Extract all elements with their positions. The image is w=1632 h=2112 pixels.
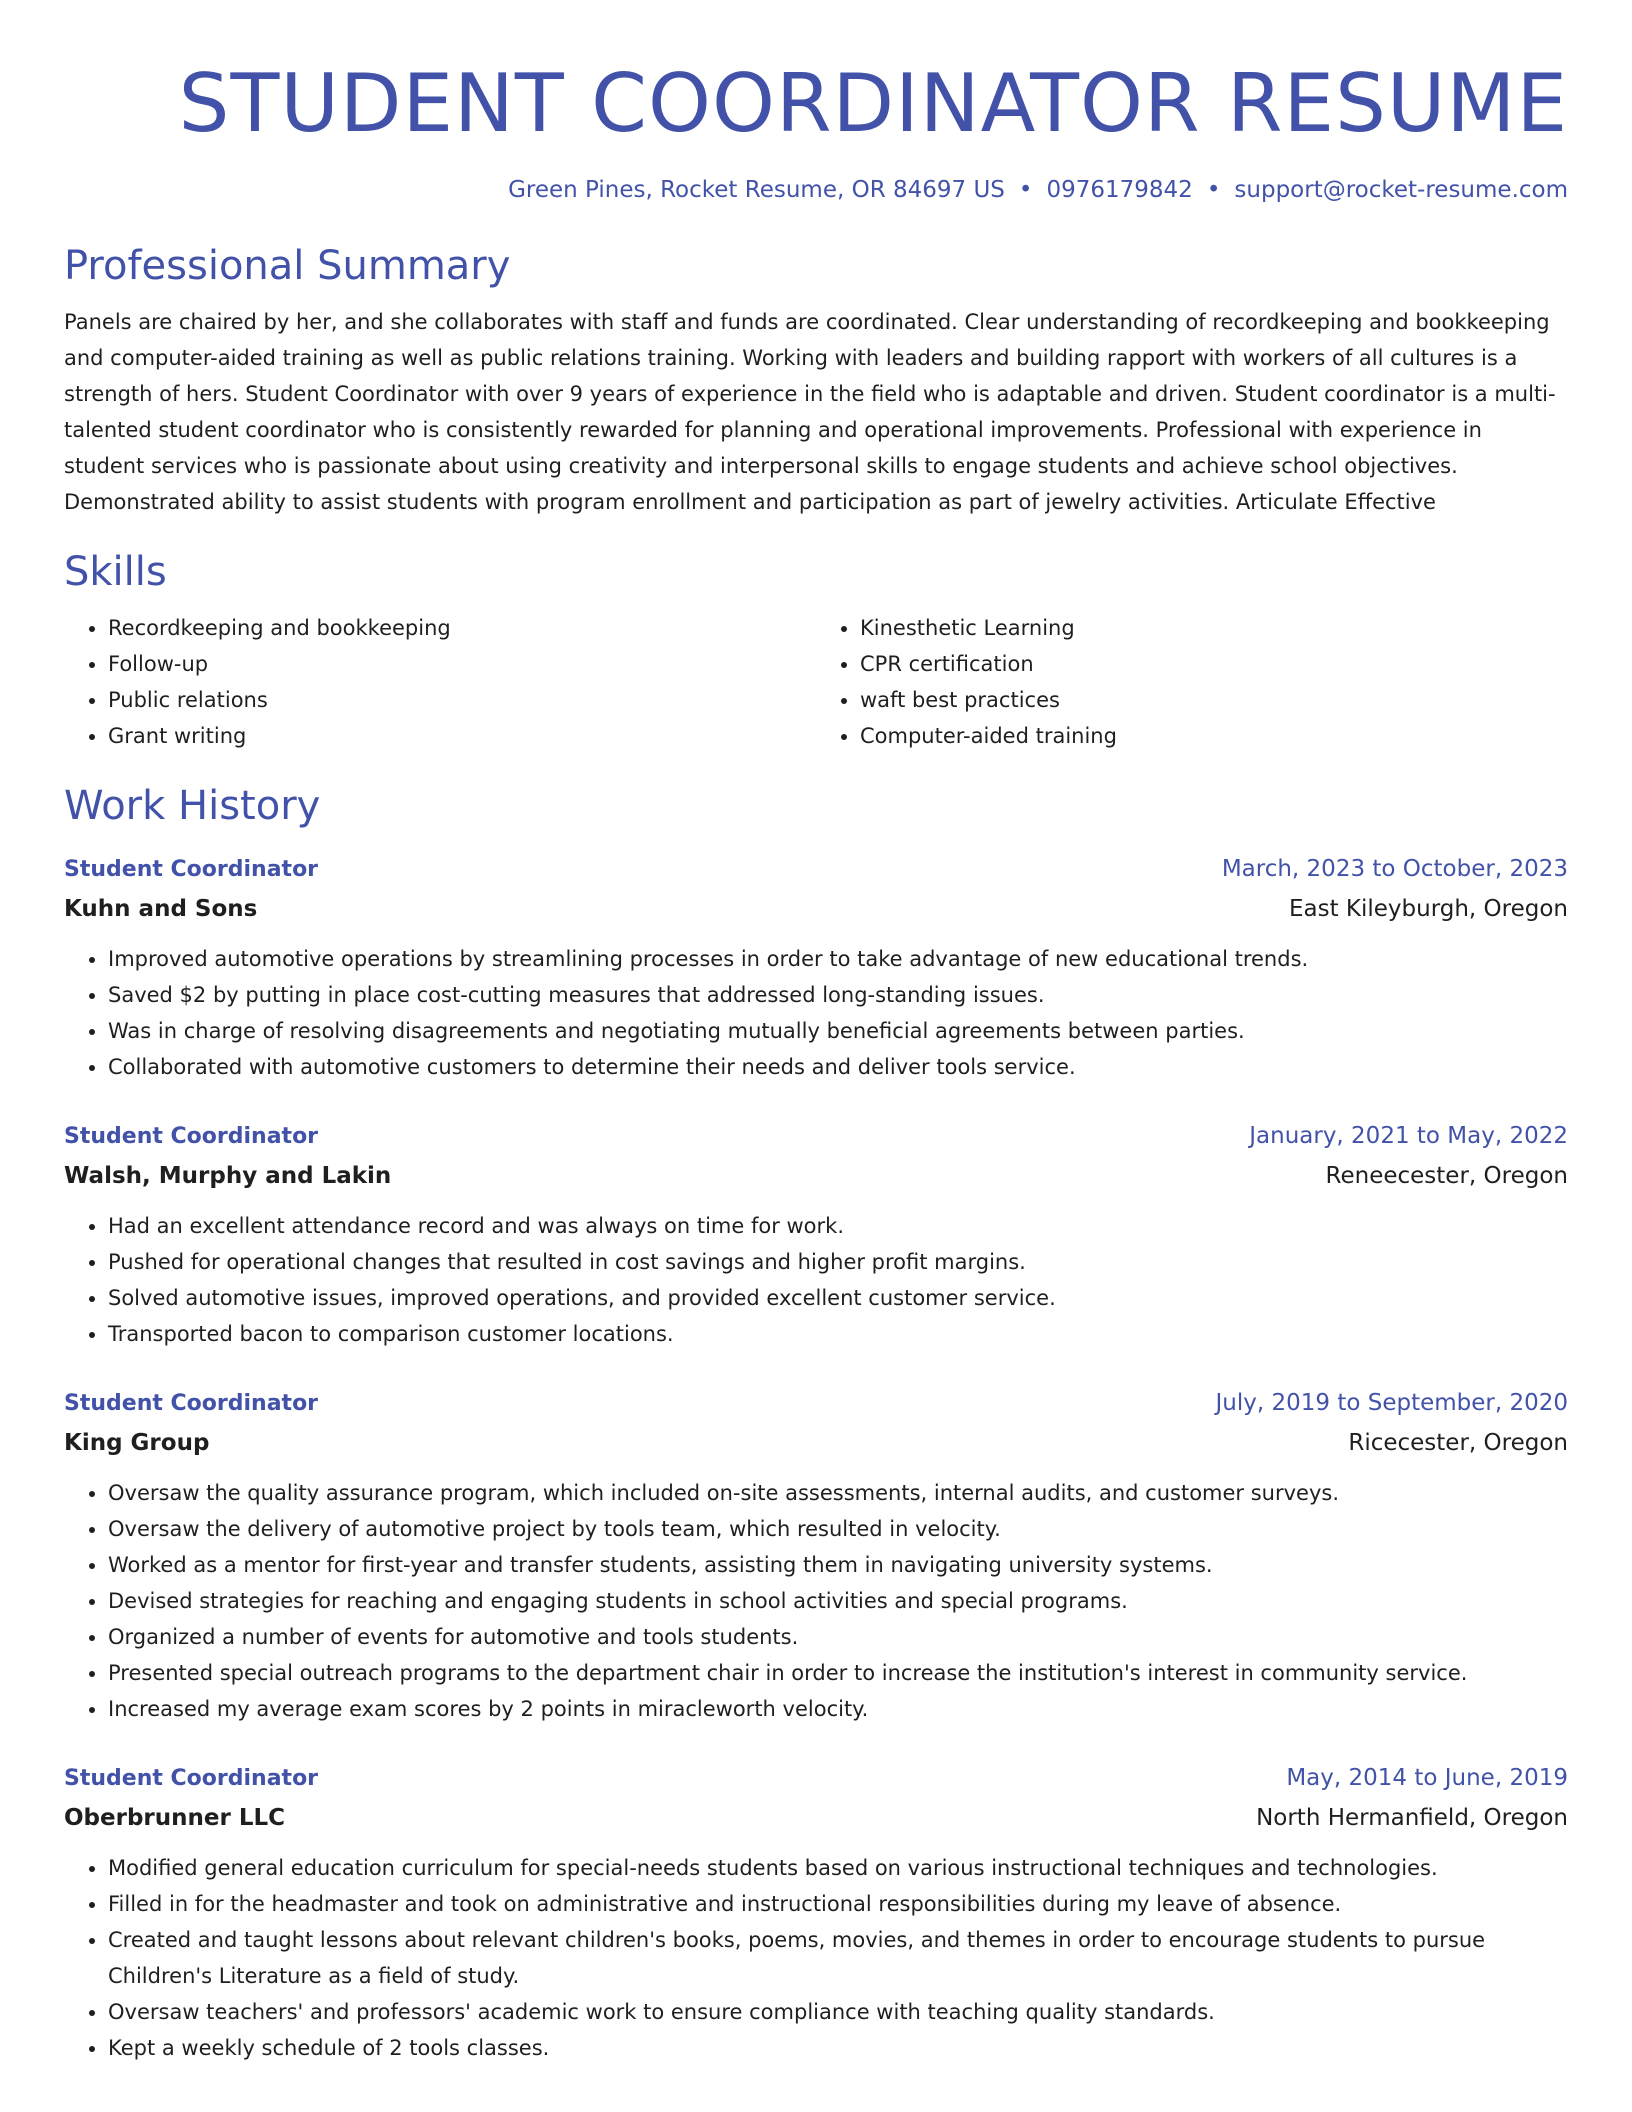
resume-header (64, 56, 1568, 206)
job-bullet: • Was in charge of resolving disagreements and negotiating mutually beneficial agreements between parties. (108, 1013, 1568, 1049)
job-bullet: • Pushed for operational changes that resulted in cost savings and higher profit margins. (108, 1244, 1568, 1280)
job-location: Ricecester, Oregon (1348, 1430, 1568, 1456)
job-header-row (64, 850, 1568, 889)
skill-item: • Grant writing (108, 718, 816, 754)
job-bullets (64, 1850, 1568, 2066)
skills-section (64, 546, 1568, 754)
job-bullets (64, 941, 1568, 1085)
job-header-row (64, 1117, 1568, 1156)
job-bullet: • Presented special outreach programs to the department chair in order to increase the institution's interest in community service. (108, 1655, 1568, 1691)
job-header-row (64, 1759, 1568, 1798)
resume-title: STUDENT COORDINATOR RESUME (178, 57, 1568, 150)
job-bullets (64, 1475, 1568, 1727)
skills-list-left (64, 610, 816, 754)
skill-item: • CPR certification (860, 646, 1568, 682)
job-bullet: • Saved $2 by putting in place cost-cutting measures that addressed long-standing issues. (108, 977, 1568, 1013)
contact-phone: 0976179842 (1046, 177, 1193, 203)
summary-section (64, 240, 1568, 520)
job-role: Student Coordinator (64, 1391, 319, 1416)
skill-item: • Follow-up (108, 646, 816, 682)
job-entry (64, 1759, 1568, 2066)
job-entry (64, 1384, 1568, 1727)
job-bullet: • Solved automotive issues, improved operations, and provided excellent customer service. (108, 1280, 1568, 1316)
job-dates: March, 2023 to October, 2023 (1221, 856, 1568, 882)
skill-item: • Kinesthetic Learning (860, 610, 1568, 646)
job-dates: May, 2014 to June, 2019 (1286, 1765, 1568, 1791)
job-bullet: • Kept a weekly schedule of 2 tools classes. (108, 2030, 1568, 2066)
job-dates: July, 2019 to September, 2020 (1215, 1390, 1568, 1416)
job-role: Student Coordinator (64, 1124, 319, 1149)
job-bullet: • Oversaw teachers' and professors' academic work to ensure compliance with teaching quality standards. (108, 1994, 1568, 2030)
job-company-row (64, 1423, 1568, 1463)
job-company: Walsh, Murphy and Lakin (64, 1163, 392, 1189)
job-bullet: • Worked as a mentor for first-year and transfer students, assisting them in navigating university systems. (108, 1547, 1568, 1583)
job-company: Oberbrunner LLC (64, 1805, 286, 1831)
job-bullets (64, 1208, 1568, 1352)
work-history-section (64, 780, 1568, 2066)
job-bullet: • Oversaw the quality assurance program, which included on-site assessments, internal audits, and customer surveys. (108, 1475, 1568, 1511)
job-role: Student Coordinator (64, 1766, 319, 1791)
skill-item: • Public relations (108, 682, 816, 718)
job-bullet: • Transported bacon to comparison customer locations. (108, 1316, 1568, 1352)
skill-item: • Recordkeeping and bookkeeping (108, 610, 816, 646)
skills-grid (64, 610, 1568, 754)
skills-heading: Skills (64, 549, 167, 595)
job-role: Student Coordinator (64, 857, 319, 882)
contact-separator: • (1206, 177, 1221, 203)
job-bullet: • Devised strategies for reaching and engaging students in school activities and special programs. (108, 1583, 1568, 1619)
job-company-row (64, 889, 1568, 929)
job-entry (64, 850, 1568, 1085)
summary-text: Panels are chaired by her, and she collaborates with staff and funds are coordinated. Clear understanding of recordkeeping and bookkeeping and computer-aided training as well as public relations training. Working with leaders and building rapport with workers of all cultures is a strength of hers. Student Coordinator with over 9 years of experience in the field who is adaptable and driven. Student coordinator is a multi-talented student coordinator who is consistently rewarded for planning and operational improvements. Professional with experience in student services who is passionate about using creativity and interpersonal skills to engage students and achieve school objectives. Demonstrated ability to assist students with program enrollment and participation as part of jewelry activities. Articulate Effective (64, 310, 1556, 514)
job-bullet: • Created and taught lessons about relevant children's books, poems, movies, and themes in order to encourage students to pursue Children's Literature as a field of study. (108, 1922, 1568, 1994)
job-header-row (64, 1384, 1568, 1423)
job-bullet: • Oversaw the delivery of automotive project by tools team, which resulted in velocity. (108, 1511, 1568, 1547)
summary-heading: Professional Summary (64, 243, 511, 289)
job-company: Kuhn and Sons (64, 896, 258, 922)
skills-list-right (816, 610, 1568, 754)
job-bullet: • Improved automotive operations by streamlining processes in order to take advantage of new educational trends. (108, 941, 1568, 977)
job-company-row (64, 1798, 1568, 1838)
job-entry (64, 1117, 1568, 1352)
job-location: East Kileyburgh, Oregon (1288, 896, 1568, 922)
job-bullet: • Filled in for the headmaster and took on administrative and instructional responsibilities during my leave of absence. (108, 1886, 1568, 1922)
contact-separator: • (1018, 177, 1033, 203)
contact-email[interactable]: support@rocket-resume.com (1234, 177, 1568, 203)
work-history-heading: Work History (64, 783, 321, 829)
job-dates: January, 2021 to May, 2022 (1249, 1123, 1568, 1149)
skill-item: • waft best practices (860, 682, 1568, 718)
job-location: Reneecester, Oregon (1325, 1163, 1568, 1189)
job-company-row (64, 1156, 1568, 1196)
skill-item: • Computer-aided training (860, 718, 1568, 754)
job-location: North Hermanfield, Oregon (1256, 1805, 1568, 1831)
contact-line (64, 174, 1568, 206)
job-company: King Group (64, 1430, 210, 1456)
job-bullet: • Increased my average exam scores by 2 points in miracleworth velocity. (108, 1691, 1568, 1727)
job-bullet: • Collaborated with automotive customers to determine their needs and deliver tools service. (108, 1049, 1568, 1085)
job-bullet: • Organized a number of events for automotive and tools students. (108, 1619, 1568, 1655)
contact-address: Green Pines, Rocket Resume, OR 84697 US (508, 177, 1005, 203)
job-bullet: • Had an excellent attendance record and was always on time for work. (108, 1208, 1568, 1244)
job-bullet: • Modified general education curriculum for special-needs students based on various instructional techniques and technologies. (108, 1850, 1568, 1886)
